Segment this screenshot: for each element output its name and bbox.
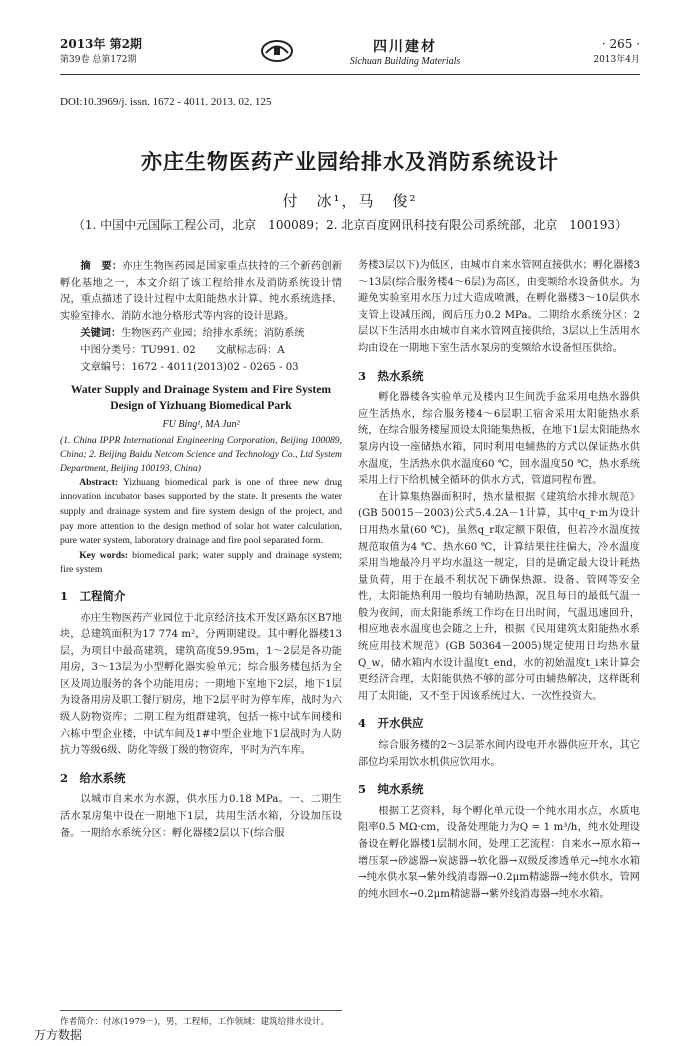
- section-5-text: 根据工艺资料，每个孵化单元设一个纯水用水点，水质电阻率0.5 MΩ·cm，设备处理能力为Q = 1 m³/h，纯水处理设备设在孵化器楼1层制水间，处理工艺流程：自来水→原水箱→增压泵→砂滤器→炭滤器→软化器→双级反渗透单元→纯水水箱→纯水供水泵→紫外线消毒器→0.2μm精滤器→纯水供水，管网的纯水回水→0.2μm精滤器→紫外线消毒器→纯水水箱。: [358, 805, 640, 900]
- page-header: [60, 36, 640, 74]
- doi: DOI:10.3969/j. issn. 1672 - 4011. 2013. 02. 125: [60, 96, 272, 108]
- article-number: 文章编号：1672 - 4011(2013)02 - 0265 - 03: [80, 361, 299, 373]
- section-3-para-2: 在计算集热器面积时，热水量根据《建筑给水排水规范》(GB 50015－2003)公式5.4.2A－1计算，其中q_r·m为设计日用热水量(60 ℃)，虽然q_r取定额下限值，但若冷水温度按规范取值为4 ℃、热水60 ℃，计算结果往往偏大，冷水温度采用当地最冷月平均水温这一规定，目的是确定最大设计耗热量负荷，用于在最不利状况下确保热源、设备、管网等安全性，太阳能热利用一般均有辅助热源，况且每日的最低气温一般为夜间，而太阳能系统工作均在日出时间，气温迅速回升，相应地表水温度也会随之上升，根据《民用建筑太阳能热水系统应用技术规范》(GB 50364－2005)规定使用日均热水量Q_w，储水箱内水设计温度t_end，水的初始温度t_i来计算会更经济合理，太阳能供热不够的部分可由辅热解决，这样既利用了太阳能，又不至于因该系统过大、一次性投资大。: [358, 491, 640, 702]
- section-2-text: 以城市自来水为水源，供水压力0.18 MPa。一、二期生活水泵房集中设在一期地下1层，共用生活水箱，分设加压设备。一期给水系统分区：孵化器楼2层以下(综合服: [60, 794, 342, 839]
- section-1-text: 亦庄生物医药产业园位于北京经济技术开发区路东区B7地块，总建筑面积为17 774 m²，分两期建设。其中孵化器楼13层，为项目中最高建筑，建筑高度59.95m，1～2层是各功能用房，3～13层为小型孵化器实验单元；综合服务楼包括为全区及周边服务的各个功能用房；一期地下室地下2层，地下1层为设备用房及职工餐厅厨房，地下2层平时为停车库，战时为六级人防物资库；二期工程为组群建筑，包括一栋中试车间楼和六栋中型企业楼，中试车间及1#中型企业地下1层战时为人防抗力等级6级、防化等级丁级的物资库，平时为汽车库。: [60, 612, 342, 757]
- keywords-cn: [60, 325, 342, 343]
- english-keywords-label: Key words:: [79, 549, 129, 561]
- abstract-cn: [60, 258, 342, 325]
- journal-logo-icon: [260, 38, 294, 64]
- english-title: Water Supply and Drainage System and Fire System Design of Yizhuang Biomedical Park: [70, 383, 332, 413]
- abstract-text: 亦庄生物医药园是国家重点扶持的三个新药创新孵化基地之一，本文介绍了该工程给排水及消防系统设计情况，重点描述了设计过程中太阳能热水计算、纯水系统选择、实验室排水、消防水池分格形式等内容的设计思路。: [60, 261, 343, 322]
- english-authors: FU Bing¹, MA Jun²: [162, 419, 240, 431]
- watermark: 万方数据: [34, 1028, 83, 1042]
- page-info: [593, 36, 640, 68]
- clc-number: 中图分类号：TU991. 02 文献标志码：A: [80, 344, 285, 356]
- keywords-label: 关键词：: [80, 327, 122, 340]
- volume-info: 第39卷 总第172期: [60, 55, 137, 65]
- english-affiliation: (1. China IPPR International Engineering Corporation, Beijing 100089, China; 2. Beijing Baidu Netcom Science and Technology Co., Ltd System Department, Beijing 100193, China): [60, 434, 342, 474]
- journal-name-cn: 四川建材: [373, 39, 437, 55]
- header-rule: [60, 74, 640, 75]
- left-column: [60, 258, 342, 842]
- section-3-para-1: 孵化器楼各实验单元及楼内卫生间洗手盆采用电热水器供应生活热水，综合服务楼4～6层职工宿舍采用太阳能热水系统，在综合服务楼屋顶设太阳能集热板，在地下1层太阳能热水泵房内设一座储热水箱，同时利用电辅热的方式以保证热水供水温度，生活热水供水温度60 ℃，回水温度50 ℃，热水系统采用上行下给机械全循环的供水方式，管道同程布置。: [358, 392, 640, 487]
- issue-info: [60, 36, 142, 68]
- issue-number: 2013年 第2期: [60, 37, 142, 51]
- section-5-heading: 5 纯水系统: [358, 782, 424, 797]
- keywords-text: 生物医药产业园；给排水系统；消防系统: [121, 328, 305, 340]
- right-column: [358, 258, 640, 903]
- affiliation: （1. 中国中元国际工程公司，北京 100089；2. 北京百度网讯科技有限公司系统部，北京 100193）: [72, 218, 628, 232]
- english-keywords-text: biomedical park; water supply and drainage system; fire system: [60, 549, 342, 576]
- page-number: · 265 ·: [601, 37, 640, 51]
- paper-title: 亦庄生物医药产业园给排水及消防系统设计: [141, 149, 559, 174]
- publish-date: 2013年4月: [593, 55, 640, 65]
- authors: 付 冰¹，马 俊²: [282, 192, 418, 210]
- section-3-heading: 3 热水系统: [358, 368, 424, 383]
- section-4-text: 综合服务楼的2～3层茶水间内设电开水器供应开水，其它部位均采用饮水机供应饮用水。: [358, 740, 640, 768]
- abstract-label: 摘 要：: [80, 260, 123, 272]
- english-abstract-label: Abstract:: [79, 476, 119, 488]
- section-2-heading: 2 给水系统: [60, 770, 126, 785]
- section-1-heading: 1 工程简介: [60, 588, 126, 603]
- journal-name-en: Sichuan Building Materials: [349, 56, 461, 67]
- author-footnote: 作者简介：付冰(1979－)，男，工程师，工作领域：建筑给排水设计。: [60, 1010, 342, 1027]
- english-abstract: [60, 476, 342, 549]
- section-4-heading: 4 开水供应: [358, 716, 424, 731]
- section-2-continued: 务楼3层以下)为低区，由城市自来水管网直接供水；孵化器楼3～13层(综合服务楼4～6层)为高区，由变频给水设备供水。为避免实验室用水压力过大造成喷溅，在孵化器楼3～10层供水支管上设减压阀，阀后压力0.2 MPa。二期给水系统分区：2层以下生活用水由城市自来水管网直接供给，3层以上生活用水均由设在一期地下室生活水泵房的变频给水设备恒压供给。: [358, 260, 640, 354]
- journal-name: [300, 36, 510, 67]
- english-keywords: [60, 549, 342, 578]
- english-abstract-text: Yizhuang biomedical park is one of three new drug innovation incubator bases supported by the state. It presents the water supply and drainage system and fire system design of the project, and pay more attention to the design method of solar hot water calculation, pure water system, laboratory drainage and fire pool separated form.: [60, 476, 342, 547]
